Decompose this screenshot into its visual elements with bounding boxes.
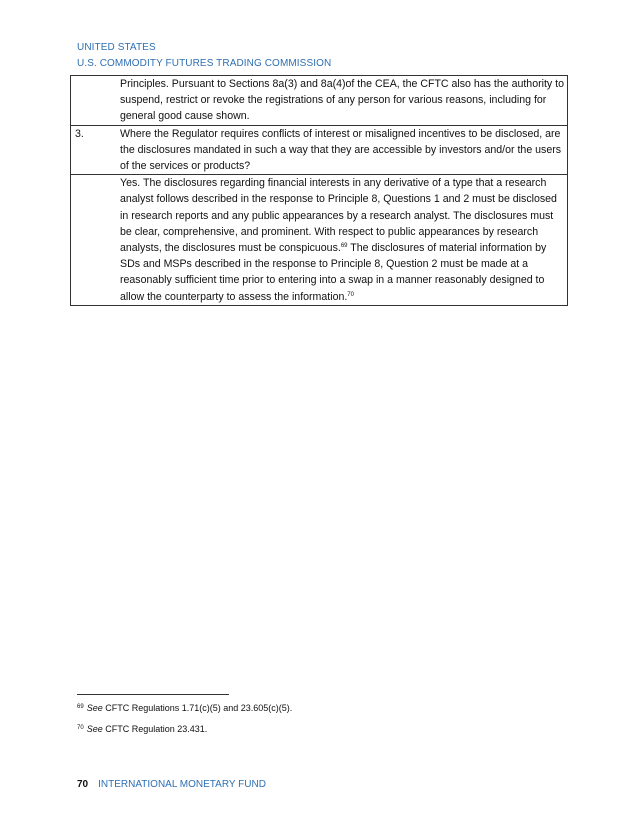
footer-organization: INTERNATIONAL MONETARY FUND	[98, 779, 266, 790]
question-text: Where the Regulator requires conflicts of interest or misaligned incentives to be disclosed, are the disclosures mandated in such a way that they are accessible by investors and/or the users of the services or products?	[114, 125, 568, 175]
row-number-cell-empty	[71, 76, 115, 126]
table-row-continuation	[71, 76, 568, 126]
page-number: 70	[77, 779, 89, 790]
answer-text-part1: Yes. The disclosures regarding financial interests in any derivative of a type that a research analyst follows described in the response to Principle 8, Questions 1 and 2 must be disclosed in research reports and any public appearances by a research analyst. The disclosures must be clear, comprehensive, and prominent. With respect to public appearances by research analysts, the disclosures must be conspicuous.	[120, 177, 557, 255]
footnote-number: 69	[77, 704, 84, 710]
header-agency: U.S. COMMODITY FUTURES TRADING COMMISSION	[77, 58, 332, 69]
footnote-number: 70	[77, 725, 84, 731]
answer-text	[114, 175, 568, 306]
page-footer	[77, 778, 266, 792]
footnote-70	[77, 722, 292, 735]
footnote-ref-70[interactable]: 70	[347, 291, 354, 298]
principle-table	[70, 75, 568, 306]
footnote-ref-69[interactable]: 69	[340, 243, 348, 250]
table-row-question	[71, 125, 568, 175]
footnote-see: See	[86, 724, 103, 734]
table-row-answer	[71, 175, 568, 306]
question-number: 3.	[71, 125, 115, 175]
continuation-text: Principles. Pursuant to Sections 8a(3) and 8a(4)of the CEA, the CFTC also has the authority to suspend, restrict or revoke the registrations of any person for various reasons, including for general good cause shown.	[114, 76, 568, 126]
footnote-text: CFTC Regulation 23.431.	[102, 724, 208, 734]
footnote-divider	[77, 694, 229, 695]
header-country: UNITED STATES	[77, 42, 156, 53]
footnote-see: See	[86, 703, 103, 713]
footnotes	[77, 701, 292, 743]
footnote-69	[77, 701, 292, 714]
running-header	[77, 40, 331, 72]
answer-number-cell-empty	[71, 175, 115, 306]
footnote-text: CFTC Regulations 1.71(c)(5) and 23.605(c)(5).	[102, 703, 293, 713]
answer-text-part2: The disclosures of material information by SDs and MSPs described in the response to Principle 8, Question 2 must be made at a reasonably sufficient time prior to entering into a swap in a manner reasonably designed to allow the counterparty to assess the information.	[120, 242, 547, 303]
